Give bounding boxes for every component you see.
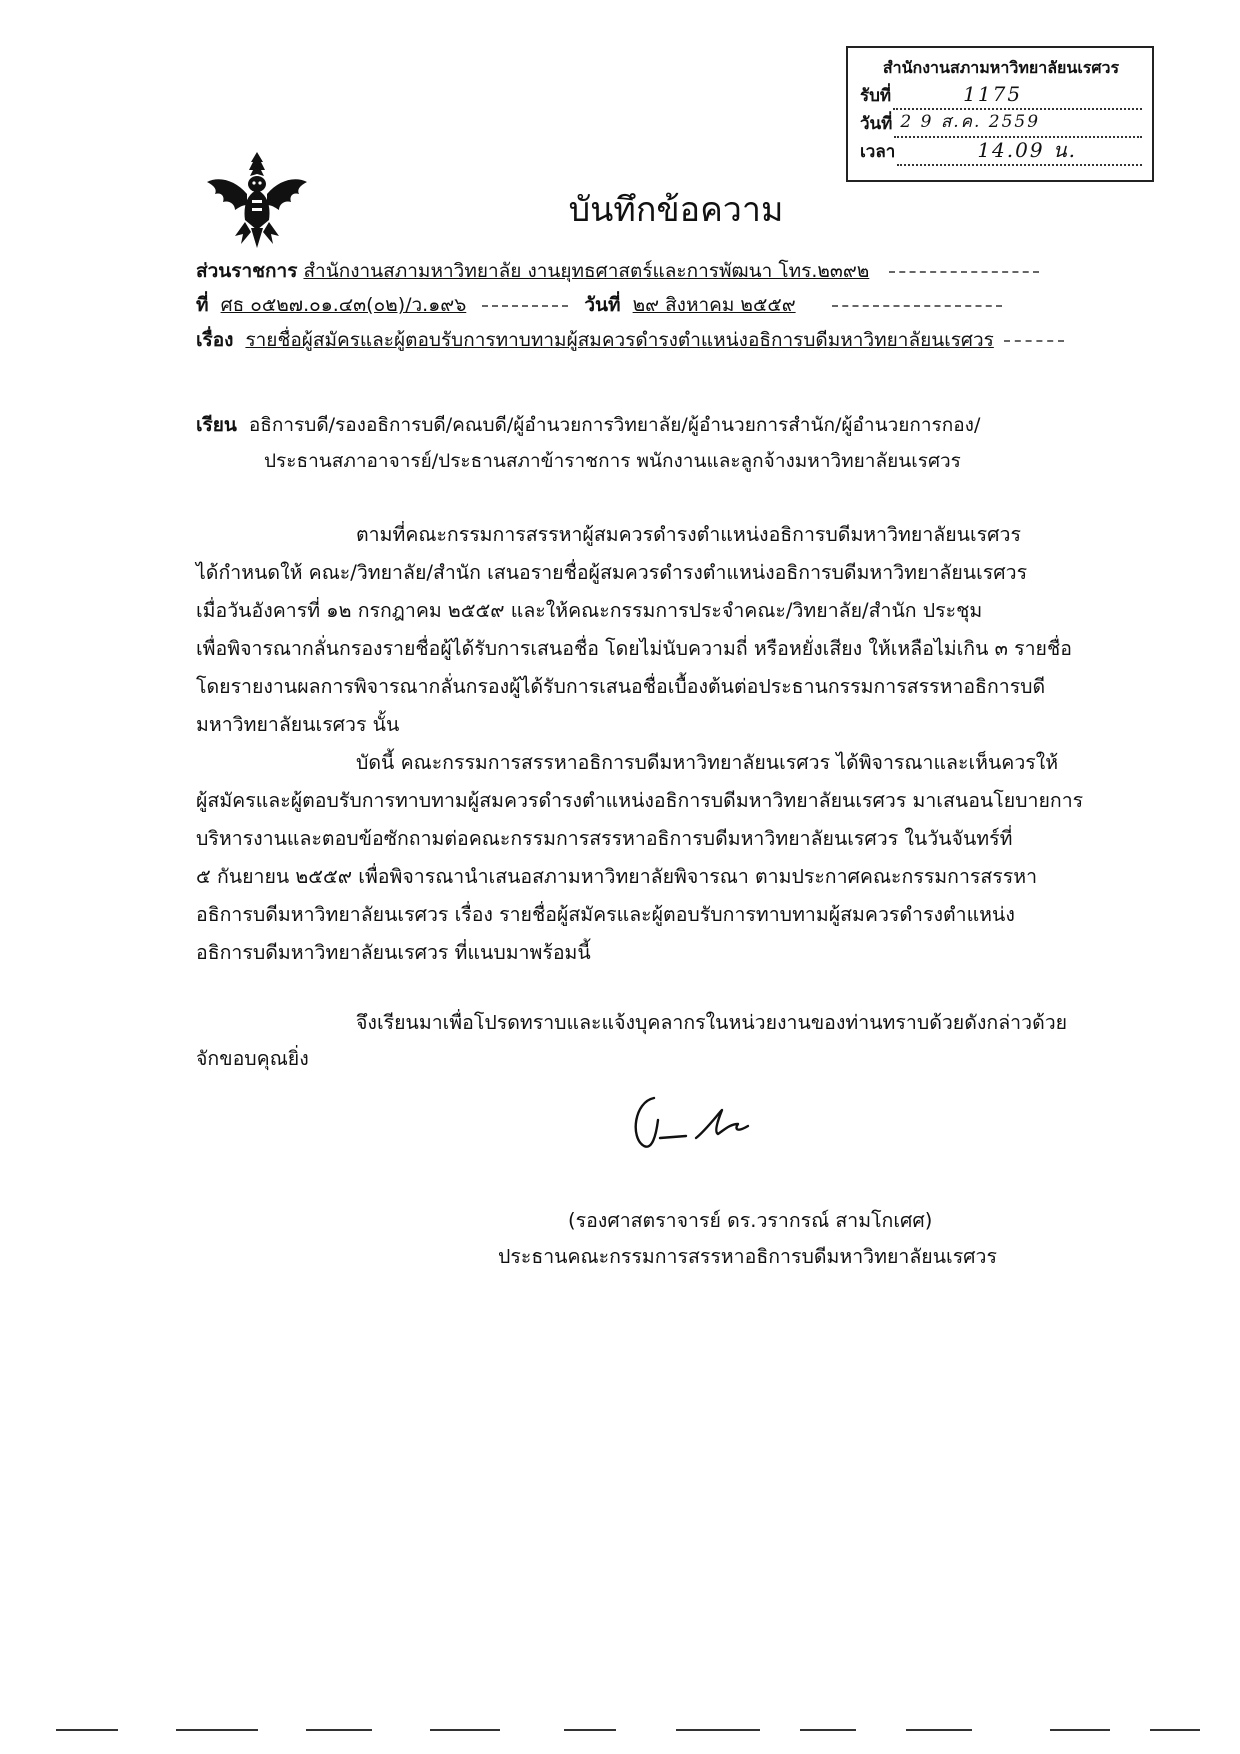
addressee-label: เรียน — [196, 414, 237, 436]
stamp-time-value: 14.09 น. — [977, 138, 1077, 162]
paragraph-1-line: มหาวิทยาลัยนเรศวร นั้น — [196, 713, 400, 736]
date-label: วันที่ — [584, 294, 621, 316]
stamp-date-value: 2 9 ส.ค. 2559 — [900, 112, 1041, 132]
paragraph-2-line: บัดนี้ คณะกรรมการสรรหาอธิการบดีมหาวิทยาลัยนเรศวร ได้พิจารณาและเห็นควรให้ — [356, 751, 1059, 774]
addressee-line-1: อธิการบดี/รองอธิการบดี/คณบดี/ผู้อำนวยการวิทยาลัย/ผู้อำนวยการสำนัก/ผู้อำนวยการกอง/ — [248, 414, 981, 436]
department-value: สำนักงานสภามหาวิทยาลัย งานยุทธศาสตร์และการพัฒนา โทร.๒๓๙๒ — [303, 260, 870, 282]
field-reference — [196, 290, 1002, 320]
stamp-received-row — [860, 82, 1142, 110]
field-addressee — [196, 410, 980, 440]
date-value: ๒๙ สิงหาคม ๒๕๕๙ — [632, 294, 796, 316]
closing-line-1: จึงเรียนมาเพื่อโปรดทราบและแจ้งบุคลากรในหน่วยงานของท่านทราบด้วยดังกล่าวด้วย — [356, 1011, 1068, 1034]
paragraph-1-line: เพื่อพิจารณากลั่นกรองรายชื่อผู้ได้รับการเสนอชื่อ โดยไม่นับความถี่ หรือหยั่งเสียง ให้เหลือไม่เกิน ๓ รายชื่อ — [196, 637, 1072, 660]
subject-label: เรื่อง — [196, 329, 234, 351]
closing-line-2: จักขอบคุณยิ่ง — [196, 1047, 309, 1070]
scan-artifact-dashes — [0, 1728, 1240, 1732]
stamp-received-number: 1175 — [963, 82, 1023, 106]
stamp-time-label: เวลา — [860, 142, 896, 162]
paragraph-1-line: โดยรายงานผลการพิจารณากลั่นกรองผู้ได้รับการเสนอชื่อเบื้องต้นต่อประธานกรรมการสรรหาอธิการบดี — [196, 675, 1046, 698]
field-department — [196, 256, 1039, 286]
paragraph-2-line: ผู้สมัครและผู้ตอบรับการทาบทามผู้สมควรดำรงตำแหน่งอธิการบดีมหาวิทยาลัยนเรศวร มาเสนอนโยบายการ — [196, 789, 1084, 812]
stamp-date-row — [860, 110, 1142, 138]
paragraph-1-line: เมื่อวันอังคารที่ ๑๒ กรกฎาคม ๒๕๕๙ และให้คณะกรรมการประจำคณะ/วิทยาลัย/สำนัก ประชุม — [196, 599, 983, 622]
reference-value: ศธ ๐๕๒๗.๐๑.๔๓(๐๒)/ว.๑๙๖ — [220, 294, 467, 316]
paragraph-1-line: ตามที่คณะกรรมการสรรหาผู้สมควรดำรงตำแหน่งอธิการบดีมหาวิทยาลัยนเรศวร — [356, 523, 1021, 546]
paragraph-2 — [196, 744, 1083, 972]
stamp-office: สำนักงานสภามหาวิทยาลัยนเรศวร — [882, 58, 1120, 77]
paragraph-2-line: บริหารงานและตอบข้อซักถามต่อคณะกรรมการสรรหาอธิการบดีมหาวิทยาลัยนเรศวร ในวันจันทร์ที่ — [196, 827, 1013, 850]
stamp-time-row — [860, 138, 1142, 166]
paragraph-1-line: ได้กำหนดให้ คณะ/วิทยาลัย/สำนัก เสนอรายชื่อผู้สมควรดำรงตำแหน่งอธิการบดีมหาวิทยาลัยนเรศวร — [196, 561, 1028, 584]
stamp-received-label: รับที่ — [860, 86, 892, 106]
subject-value: รายชื่อผู้สมัครและผู้ตอบรับการทาบทามผู้สมควรดำรงตำแหน่งอธิการบดีมหาวิทยาลัยนเรศวร — [245, 329, 994, 351]
handwritten-signature — [626, 1080, 786, 1160]
signatory-position: ประธานคณะกรรมการสรรหาอธิการบดีมหาวิทยาลัยนเรศวร — [498, 1245, 997, 1268]
addressee-line-2: ประธานสภาอาจารย์/ประธานสภาข้าราชการ พนักงานและลูกจ้างมหาวิทยาลัยนเรศวร — [264, 450, 961, 472]
paragraph-2-line: ๕ กันยายน ๒๕๕๙ เพื่อพิจารณานำเสนอสภามหาวิทยาลัยพิจารณา ตามประกาศคณะกรรมการสรรหา — [196, 865, 1038, 888]
paragraph-1 — [196, 516, 1072, 744]
reference-label: ที่ — [196, 294, 209, 316]
memo-title: บันทึกข้อความ — [568, 190, 784, 230]
receipt-stamp — [846, 46, 1154, 182]
department-label: ส่วนราชการ — [196, 260, 298, 282]
paragraph-2-line: อธิการบดีมหาวิทยาลัยนเรศวร เรื่อง รายชื่อผู้สมัครและผู้ตอบรับการทาบทามผู้สมควรดำรงตำแหน่ง — [196, 903, 1015, 926]
paragraph-2-line: อธิการบดีมหาวิทยาลัยนเรศวร ที่แนบมาพร้อมนี้ — [196, 941, 591, 964]
signatory-name: (รองศาสตราจารย์ ดร.วรากรณ์ สามโกเศศ) — [568, 1209, 933, 1232]
field-subject — [196, 325, 1064, 355]
stamp-date-label: วันที่ — [860, 114, 893, 134]
